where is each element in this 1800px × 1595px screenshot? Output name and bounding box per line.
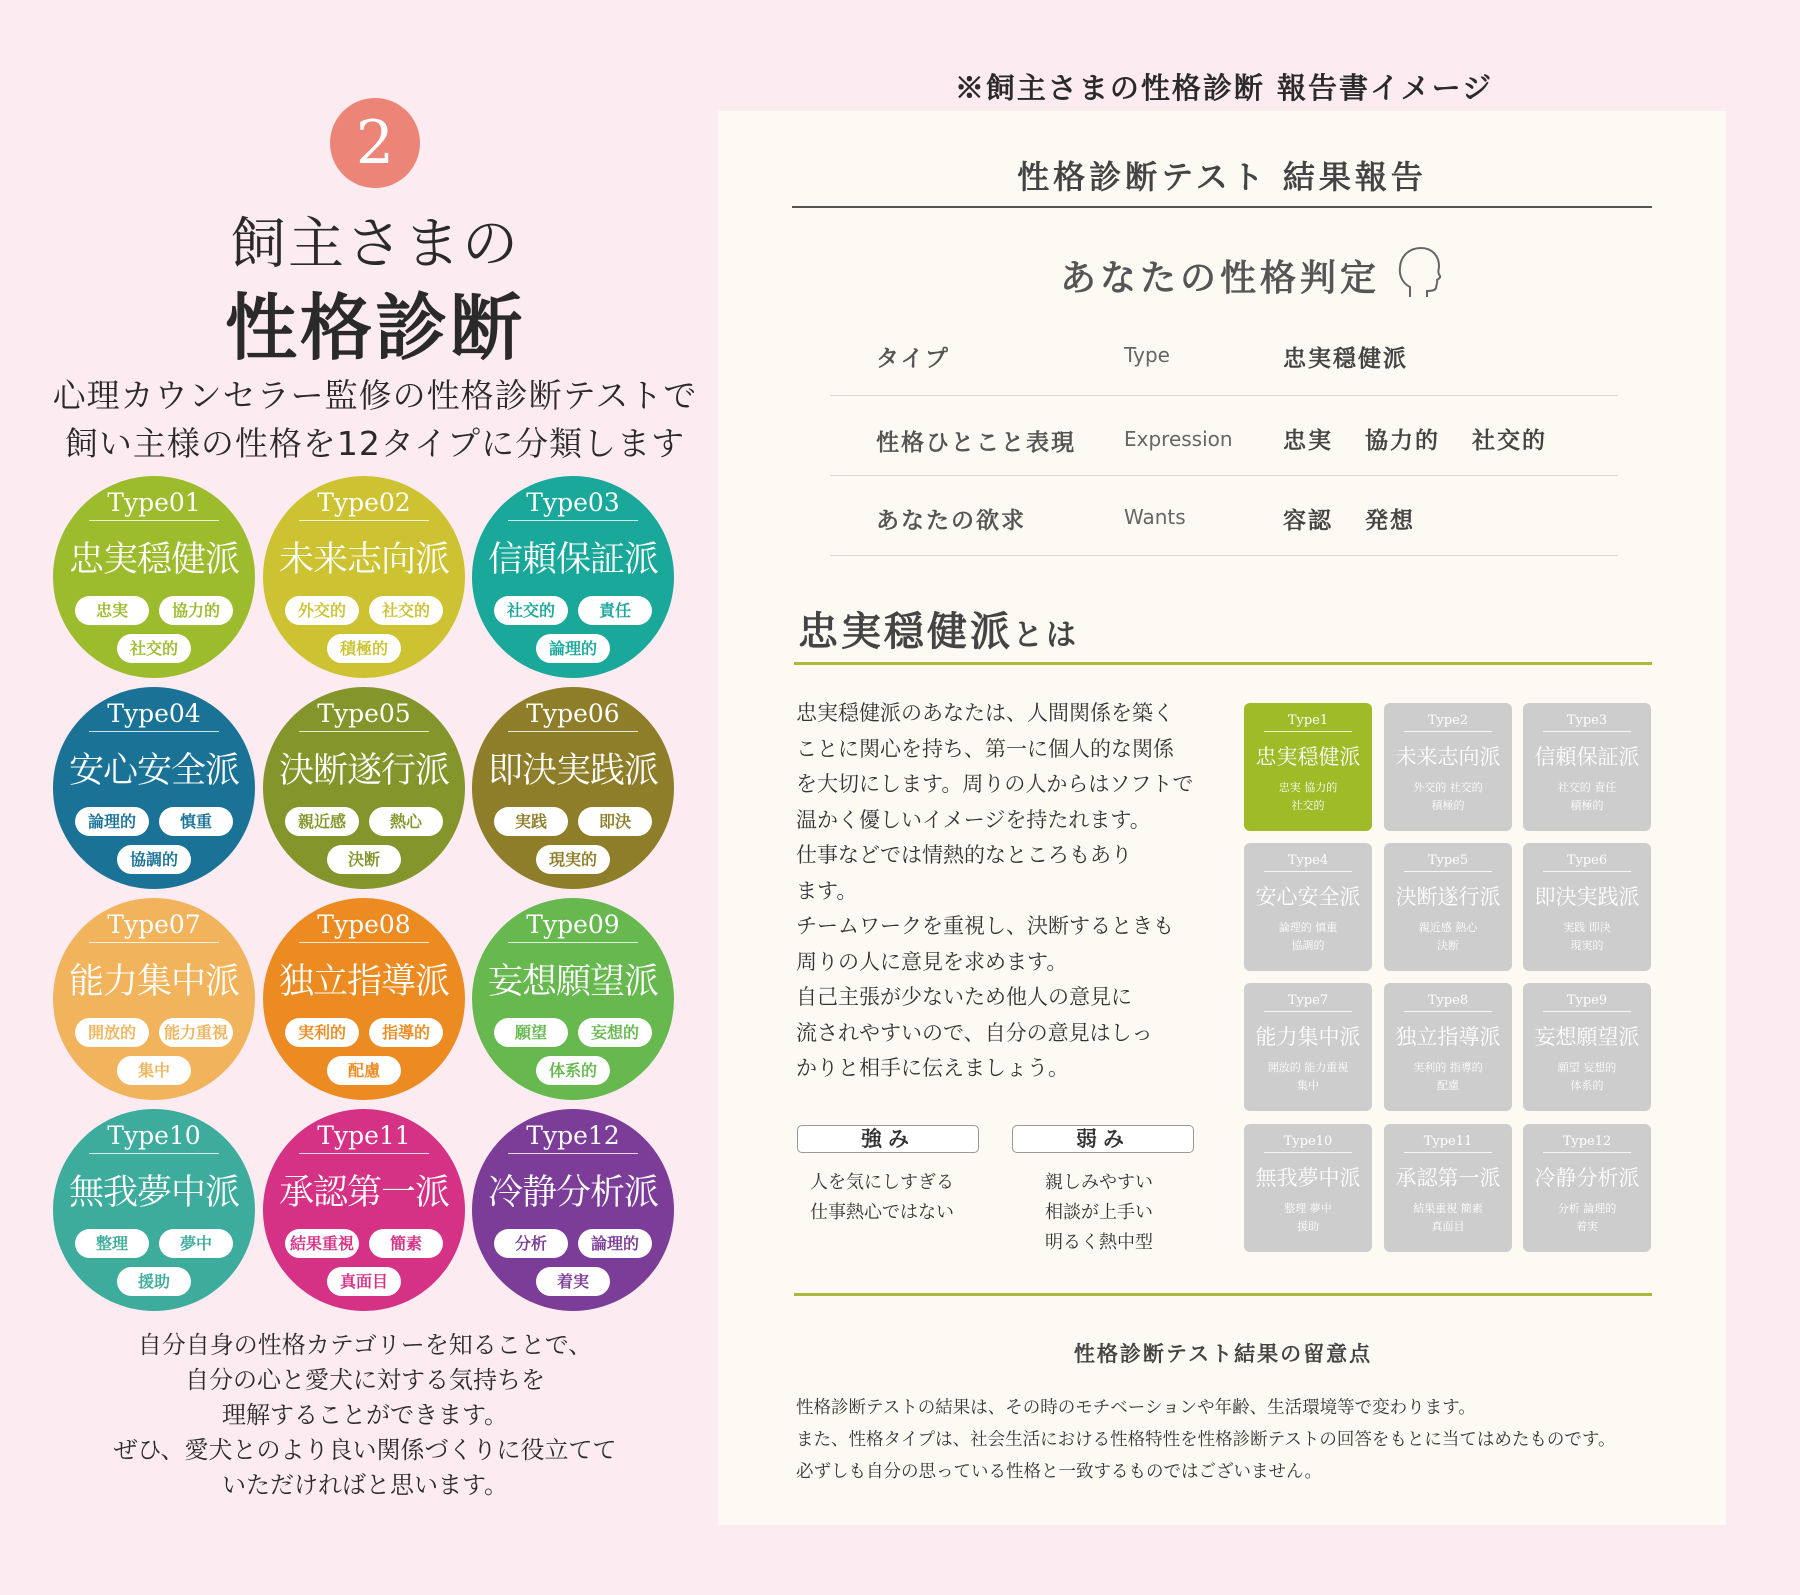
trait-tag: 現実的 bbox=[536, 845, 610, 874]
trait-tag: 分析 bbox=[494, 1229, 568, 1258]
tile-underline bbox=[1543, 871, 1631, 872]
type-tile bbox=[1384, 703, 1512, 831]
code-underline bbox=[299, 731, 429, 732]
description-line: ことに関心を持ち、第一に個人的な関係 bbox=[796, 736, 1174, 761]
type-code: Type04 bbox=[107, 699, 201, 728]
code-underline bbox=[89, 1153, 219, 1154]
tile-code: Type3 bbox=[1566, 713, 1608, 728]
description-line: ます。 bbox=[796, 878, 858, 903]
trait-tag: 忠実 bbox=[75, 596, 149, 625]
description-line: を大切にします。周りの人からはソフトで bbox=[796, 772, 1194, 796]
tile-keyword-line: 積極的 bbox=[1570, 799, 1604, 812]
trait-tag: 論理的 bbox=[578, 1229, 652, 1258]
type-tile bbox=[1523, 1124, 1651, 1252]
trait-tag: 指導的 bbox=[369, 1018, 443, 1047]
outro-line: 自分の心と愛犬に対する気持ちを bbox=[185, 1366, 545, 1394]
judgement-row-label: あなたの欲求 bbox=[876, 508, 1026, 534]
tile-underline bbox=[1404, 731, 1492, 732]
tile-name: 無我夢中派 bbox=[1255, 1166, 1361, 1190]
type-circle bbox=[472, 1109, 674, 1311]
type-tile bbox=[1523, 843, 1651, 971]
trait-tag: 夢中 bbox=[159, 1229, 233, 1258]
section-number-badge: 2 bbox=[330, 98, 420, 188]
trait-tag: 整理 bbox=[75, 1229, 149, 1258]
description-line: 仕事などでは情熱的なところもあり bbox=[796, 843, 1132, 867]
type-tile bbox=[1384, 1124, 1512, 1252]
tile-code: Type12 bbox=[1562, 1134, 1612, 1149]
type-heading-name: 忠実穏健派 bbox=[798, 609, 1013, 655]
outro-line: いただければと思います。 bbox=[221, 1471, 509, 1499]
type-circle bbox=[263, 476, 465, 678]
description-line: かりと相手に伝えましょう。 bbox=[796, 1056, 1069, 1080]
tile-underline bbox=[1543, 1152, 1631, 1153]
type-tile bbox=[1384, 843, 1512, 971]
tile-underline bbox=[1404, 1011, 1492, 1012]
trait-tag: 配慮 bbox=[327, 1056, 401, 1085]
type-code: Type01 bbox=[107, 488, 201, 517]
type-code: Type03 bbox=[526, 488, 620, 517]
tile-underline bbox=[1404, 1152, 1492, 1153]
type-name: 信頼保証派 bbox=[487, 540, 658, 580]
type-tile bbox=[1244, 983, 1372, 1111]
tile-code: Type2 bbox=[1427, 713, 1469, 728]
tile-keywords bbox=[1523, 1059, 1651, 1095]
type-name: 無我夢中派 bbox=[68, 1173, 239, 1213]
tile-keywords bbox=[1384, 919, 1512, 955]
type-name: 未来志向派 bbox=[278, 540, 449, 580]
trait-tag: 結果重視 bbox=[285, 1229, 359, 1258]
tile-keywords bbox=[1523, 779, 1651, 815]
tile-keyword-line: 協調的 bbox=[1291, 939, 1325, 952]
report-caption: ※飼主さまの性格診断 報告書イメージ bbox=[954, 71, 1494, 105]
trait-tag: 慎重 bbox=[159, 807, 233, 836]
trait-tag: 実利的 bbox=[285, 1018, 359, 1047]
code-underline bbox=[508, 520, 638, 521]
tile-keywords bbox=[1244, 1200, 1372, 1236]
tile-name: 安心安全派 bbox=[1255, 885, 1361, 909]
type-code: Type06 bbox=[526, 699, 620, 728]
tile-keyword-line: 開放的 能力重視 bbox=[1267, 1061, 1349, 1074]
weakness-item: 明るく熱中型 bbox=[1045, 1232, 1153, 1253]
tile-keyword-line: 外交的 社交的 bbox=[1413, 781, 1483, 794]
tile-code: Type8 bbox=[1427, 993, 1469, 1008]
type-name: 独立指導派 bbox=[278, 962, 449, 1002]
type-tile bbox=[1244, 843, 1372, 971]
tile-keywords bbox=[1244, 1059, 1372, 1095]
type-heading bbox=[798, 600, 1079, 657]
tile-code: Type6 bbox=[1566, 853, 1608, 868]
type-tile bbox=[1244, 703, 1372, 831]
judgement-heading: あなたの性格判定 bbox=[1060, 258, 1381, 299]
tile-name: 冷静分析派 bbox=[1534, 1166, 1640, 1190]
type-circle bbox=[263, 898, 465, 1100]
tile-code: Type11 bbox=[1423, 1134, 1473, 1149]
trait-tag: 社交的 bbox=[117, 634, 191, 663]
judgement-row-en: Wants bbox=[1124, 505, 1186, 529]
trait-tag: 決断 bbox=[327, 845, 401, 874]
weakness-item: 相談が上手い bbox=[1045, 1202, 1153, 1223]
trait-tag: 願望 bbox=[494, 1018, 568, 1047]
type-name: 安心安全派 bbox=[68, 751, 239, 791]
type-tile bbox=[1244, 1124, 1372, 1252]
trait-tag: 着実 bbox=[536, 1267, 610, 1296]
tile-name: 未来志向派 bbox=[1395, 745, 1501, 769]
code-underline bbox=[508, 1153, 638, 1154]
tile-keyword-line: 忠実 協力的 bbox=[1278, 781, 1338, 794]
tile-keywords bbox=[1384, 1059, 1512, 1095]
tile-name: 忠実穏健派 bbox=[1255, 745, 1361, 769]
code-underline bbox=[89, 520, 219, 521]
type-code: Type11 bbox=[317, 1121, 411, 1150]
type-circle bbox=[53, 898, 255, 1100]
trait-tag: 簡素 bbox=[369, 1229, 443, 1258]
tile-keyword-line: 積極的 bbox=[1431, 799, 1465, 812]
tile-code: Type1 bbox=[1287, 713, 1329, 728]
tile-underline bbox=[1543, 731, 1631, 732]
tile-name: 妄想願望派 bbox=[1534, 1025, 1640, 1049]
trait-tag: 積極的 bbox=[327, 634, 401, 663]
type-circle bbox=[53, 687, 255, 889]
trait-tag: 集中 bbox=[117, 1056, 191, 1085]
tile-code: Type9 bbox=[1566, 993, 1608, 1008]
divider bbox=[792, 206, 1652, 208]
code-underline bbox=[299, 942, 429, 943]
description-line: 自己主張が少ないため他人の意見に bbox=[796, 985, 1132, 1009]
tile-keywords bbox=[1523, 919, 1651, 955]
judgement-row-value: 容認 発想 bbox=[1283, 508, 1416, 534]
trait-tag: 協調的 bbox=[117, 845, 191, 874]
tile-code: Type7 bbox=[1287, 993, 1329, 1008]
tile-keyword-line: 親近感 熱心 bbox=[1418, 921, 1478, 934]
trait-tag: 開放的 bbox=[75, 1018, 149, 1047]
tile-keyword-line: 実践 即決 bbox=[1563, 921, 1611, 934]
tile-name: 決断遂行派 bbox=[1395, 885, 1501, 909]
type-code: Type05 bbox=[317, 699, 411, 728]
tile-code: Type5 bbox=[1427, 853, 1469, 868]
strengths-list bbox=[810, 1168, 954, 1228]
type-circle bbox=[263, 687, 465, 889]
report-title: 性格診断テスト 結果報告 bbox=[1017, 158, 1427, 196]
weaknesses-list bbox=[1045, 1168, 1153, 1258]
type-code: Type10 bbox=[107, 1121, 201, 1150]
trait-tag: 真面目 bbox=[327, 1267, 401, 1296]
tile-keywords bbox=[1244, 919, 1372, 955]
strengths-label: 強み bbox=[797, 1125, 979, 1153]
type-tile bbox=[1523, 703, 1651, 831]
weakness-item: 親しみやすい bbox=[1045, 1172, 1153, 1193]
tile-keyword-line: 論理的 慎重 bbox=[1278, 921, 1338, 934]
description-line: 流されやすいので、自分の意見はしっ bbox=[796, 1020, 1153, 1045]
divider bbox=[794, 1293, 1652, 1296]
trait-tag: 責任 bbox=[578, 596, 652, 625]
type-name: 妄想願望派 bbox=[487, 962, 658, 1002]
tile-code: Type4 bbox=[1287, 853, 1329, 868]
tile-keyword-line: 分析 論理的 bbox=[1557, 1202, 1617, 1215]
tile-underline bbox=[1543, 1011, 1631, 1012]
code-underline bbox=[508, 942, 638, 943]
tile-keyword-line: 実利的 指導的 bbox=[1413, 1061, 1483, 1074]
tile-underline bbox=[1264, 731, 1352, 732]
tile-underline bbox=[1264, 1152, 1352, 1153]
description-line: 温かく優しいイメージを持たれます。 bbox=[796, 807, 1151, 832]
trait-tag: 親近感 bbox=[285, 807, 359, 836]
section-title: 性格診断 bbox=[224, 285, 525, 370]
type-name: 忠実穏健派 bbox=[68, 540, 239, 580]
tile-keyword-line: 着実 bbox=[1576, 1220, 1598, 1233]
tile-keyword-line: 願望 妄想的 bbox=[1557, 1061, 1617, 1074]
tile-keyword-line: 社交的 bbox=[1291, 799, 1325, 812]
judgement-row-label: 性格ひとこと表現 bbox=[876, 430, 1076, 456]
tile-keyword-line: 決断 bbox=[1437, 939, 1459, 952]
section-title-small: 飼主さまの bbox=[230, 212, 520, 277]
tile-keyword-line: 配慮 bbox=[1437, 1079, 1459, 1092]
outro-text bbox=[0, 1328, 730, 1503]
type-circle bbox=[472, 687, 674, 889]
divider bbox=[794, 662, 1652, 665]
tile-name: 能力集中派 bbox=[1255, 1025, 1361, 1049]
judgement-row-value: 忠実 協力的 社交的 bbox=[1283, 428, 1548, 454]
judgement-row-value: 忠実穏健派 bbox=[1283, 346, 1408, 372]
tile-underline bbox=[1264, 871, 1352, 872]
tile-keywords bbox=[1244, 779, 1372, 815]
head-profile-icon bbox=[1396, 245, 1442, 301]
description-line: チームワークを重視し、決断するときも bbox=[796, 914, 1174, 938]
weaknesses-label: 弱み bbox=[1012, 1125, 1194, 1153]
tile-name: 独立指導派 bbox=[1395, 1025, 1501, 1049]
code-underline bbox=[89, 942, 219, 943]
type-code: Type12 bbox=[526, 1121, 620, 1150]
trait-tag: 実践 bbox=[494, 807, 568, 836]
trait-tag: 体系的 bbox=[536, 1056, 610, 1085]
tile-keyword-line: 現実的 bbox=[1570, 939, 1604, 952]
tile-name: 信頼保証派 bbox=[1534, 745, 1640, 769]
tile-keyword-line: 援助 bbox=[1297, 1220, 1319, 1233]
intro-line-2: 飼い主様の性格を12タイプに分類します bbox=[64, 424, 686, 463]
tile-code: Type10 bbox=[1283, 1134, 1333, 1149]
type-name: 即決実践派 bbox=[487, 751, 658, 791]
trait-tag: 妄想的 bbox=[578, 1018, 652, 1047]
tile-keyword-line: 体系的 bbox=[1570, 1079, 1604, 1092]
code-underline bbox=[508, 731, 638, 732]
row-divider bbox=[830, 555, 1618, 556]
tile-keywords bbox=[1384, 1200, 1512, 1236]
type-circle bbox=[263, 1109, 465, 1311]
judgement-row-en: Expression bbox=[1124, 427, 1233, 451]
type-circle bbox=[53, 1109, 255, 1311]
description-line: 忠実穏健派のあなたは、人間関係を築く bbox=[796, 701, 1174, 725]
tile-keyword-line: 集中 bbox=[1297, 1079, 1319, 1092]
notes-line: 必ずしも自分の思っている性格と一致するものではございません。 bbox=[796, 1462, 1323, 1482]
tile-name: 即決実践派 bbox=[1534, 885, 1640, 909]
tile-keywords bbox=[1523, 1200, 1651, 1236]
type-tile bbox=[1384, 983, 1512, 1111]
notes-line: 性格診断テストの結果は、その時のモチベーションや年齢、生活環境等で変わります。 bbox=[796, 1398, 1476, 1418]
trait-tag: 熱心 bbox=[369, 807, 443, 836]
type-code: Type07 bbox=[107, 910, 201, 939]
type-tile bbox=[1523, 983, 1651, 1111]
code-underline bbox=[299, 1153, 429, 1154]
tile-keyword-line: 社交的 責任 bbox=[1557, 781, 1617, 794]
trait-tag: 援助 bbox=[117, 1267, 191, 1296]
type-name: 決断遂行派 bbox=[278, 751, 449, 791]
type-code: Type08 bbox=[317, 910, 411, 939]
trait-tag: 論理的 bbox=[75, 807, 149, 836]
description-line: 周りの人に意見を求めます。 bbox=[796, 949, 1068, 974]
notes-title: 性格診断テスト結果の留意点 bbox=[1073, 1342, 1373, 1366]
outro-line: 自分自身の性格カテゴリーを知ることで、 bbox=[137, 1331, 593, 1359]
trait-tag: 即決 bbox=[578, 807, 652, 836]
trait-tag: 社交的 bbox=[369, 596, 443, 625]
trait-tag: 論理的 bbox=[536, 634, 610, 663]
trait-tag: 社交的 bbox=[494, 596, 568, 625]
tile-name: 承認第一派 bbox=[1395, 1166, 1501, 1190]
strength-item: 人を気にしすぎる bbox=[810, 1172, 954, 1193]
trait-tag: 能力重視 bbox=[159, 1018, 233, 1047]
type-name: 承認第一派 bbox=[278, 1173, 449, 1213]
type-heading-suffix: とは bbox=[1013, 618, 1079, 653]
judgement-row-label: タイプ bbox=[876, 346, 950, 372]
judgement-row-en: Type bbox=[1124, 343, 1170, 367]
row-divider bbox=[830, 475, 1618, 476]
type-code: Type09 bbox=[526, 910, 620, 939]
type-name: 能力集中派 bbox=[68, 962, 239, 1002]
intro-line-1: 心理カウンセラー監修の性格診断テストで bbox=[52, 376, 698, 415]
row-divider bbox=[830, 395, 1618, 396]
code-underline bbox=[299, 520, 429, 521]
tile-keyword-line: 結果重視 簡素 bbox=[1413, 1202, 1483, 1215]
type-circle bbox=[53, 476, 255, 678]
strength-item: 仕事熱心ではない bbox=[810, 1202, 954, 1223]
type-code: Type02 bbox=[317, 488, 411, 517]
outro-line: 理解することができます。 bbox=[221, 1401, 509, 1429]
tile-keyword-line: 真面目 bbox=[1431, 1220, 1465, 1233]
tile-keyword-line: 整理 夢中 bbox=[1284, 1202, 1332, 1215]
type-description bbox=[796, 696, 1196, 1087]
notes-body bbox=[796, 1392, 1666, 1488]
tile-underline bbox=[1404, 871, 1492, 872]
tile-keywords bbox=[1384, 779, 1512, 815]
trait-tag: 協力的 bbox=[159, 596, 233, 625]
type-circle bbox=[472, 898, 674, 1100]
notes-line: また、性格タイプは、社会生活における性格特性を性格診断テストの回答をもとに当てはめたものです。 bbox=[796, 1430, 1616, 1450]
outro-line: ぜひ、愛犬とのより良い関係づくりに役立てて bbox=[113, 1436, 617, 1464]
type-name: 冷静分析派 bbox=[487, 1173, 658, 1213]
type-circle bbox=[472, 476, 674, 678]
code-underline bbox=[89, 731, 219, 732]
tile-underline bbox=[1264, 1011, 1352, 1012]
trait-tag: 外交的 bbox=[285, 596, 359, 625]
